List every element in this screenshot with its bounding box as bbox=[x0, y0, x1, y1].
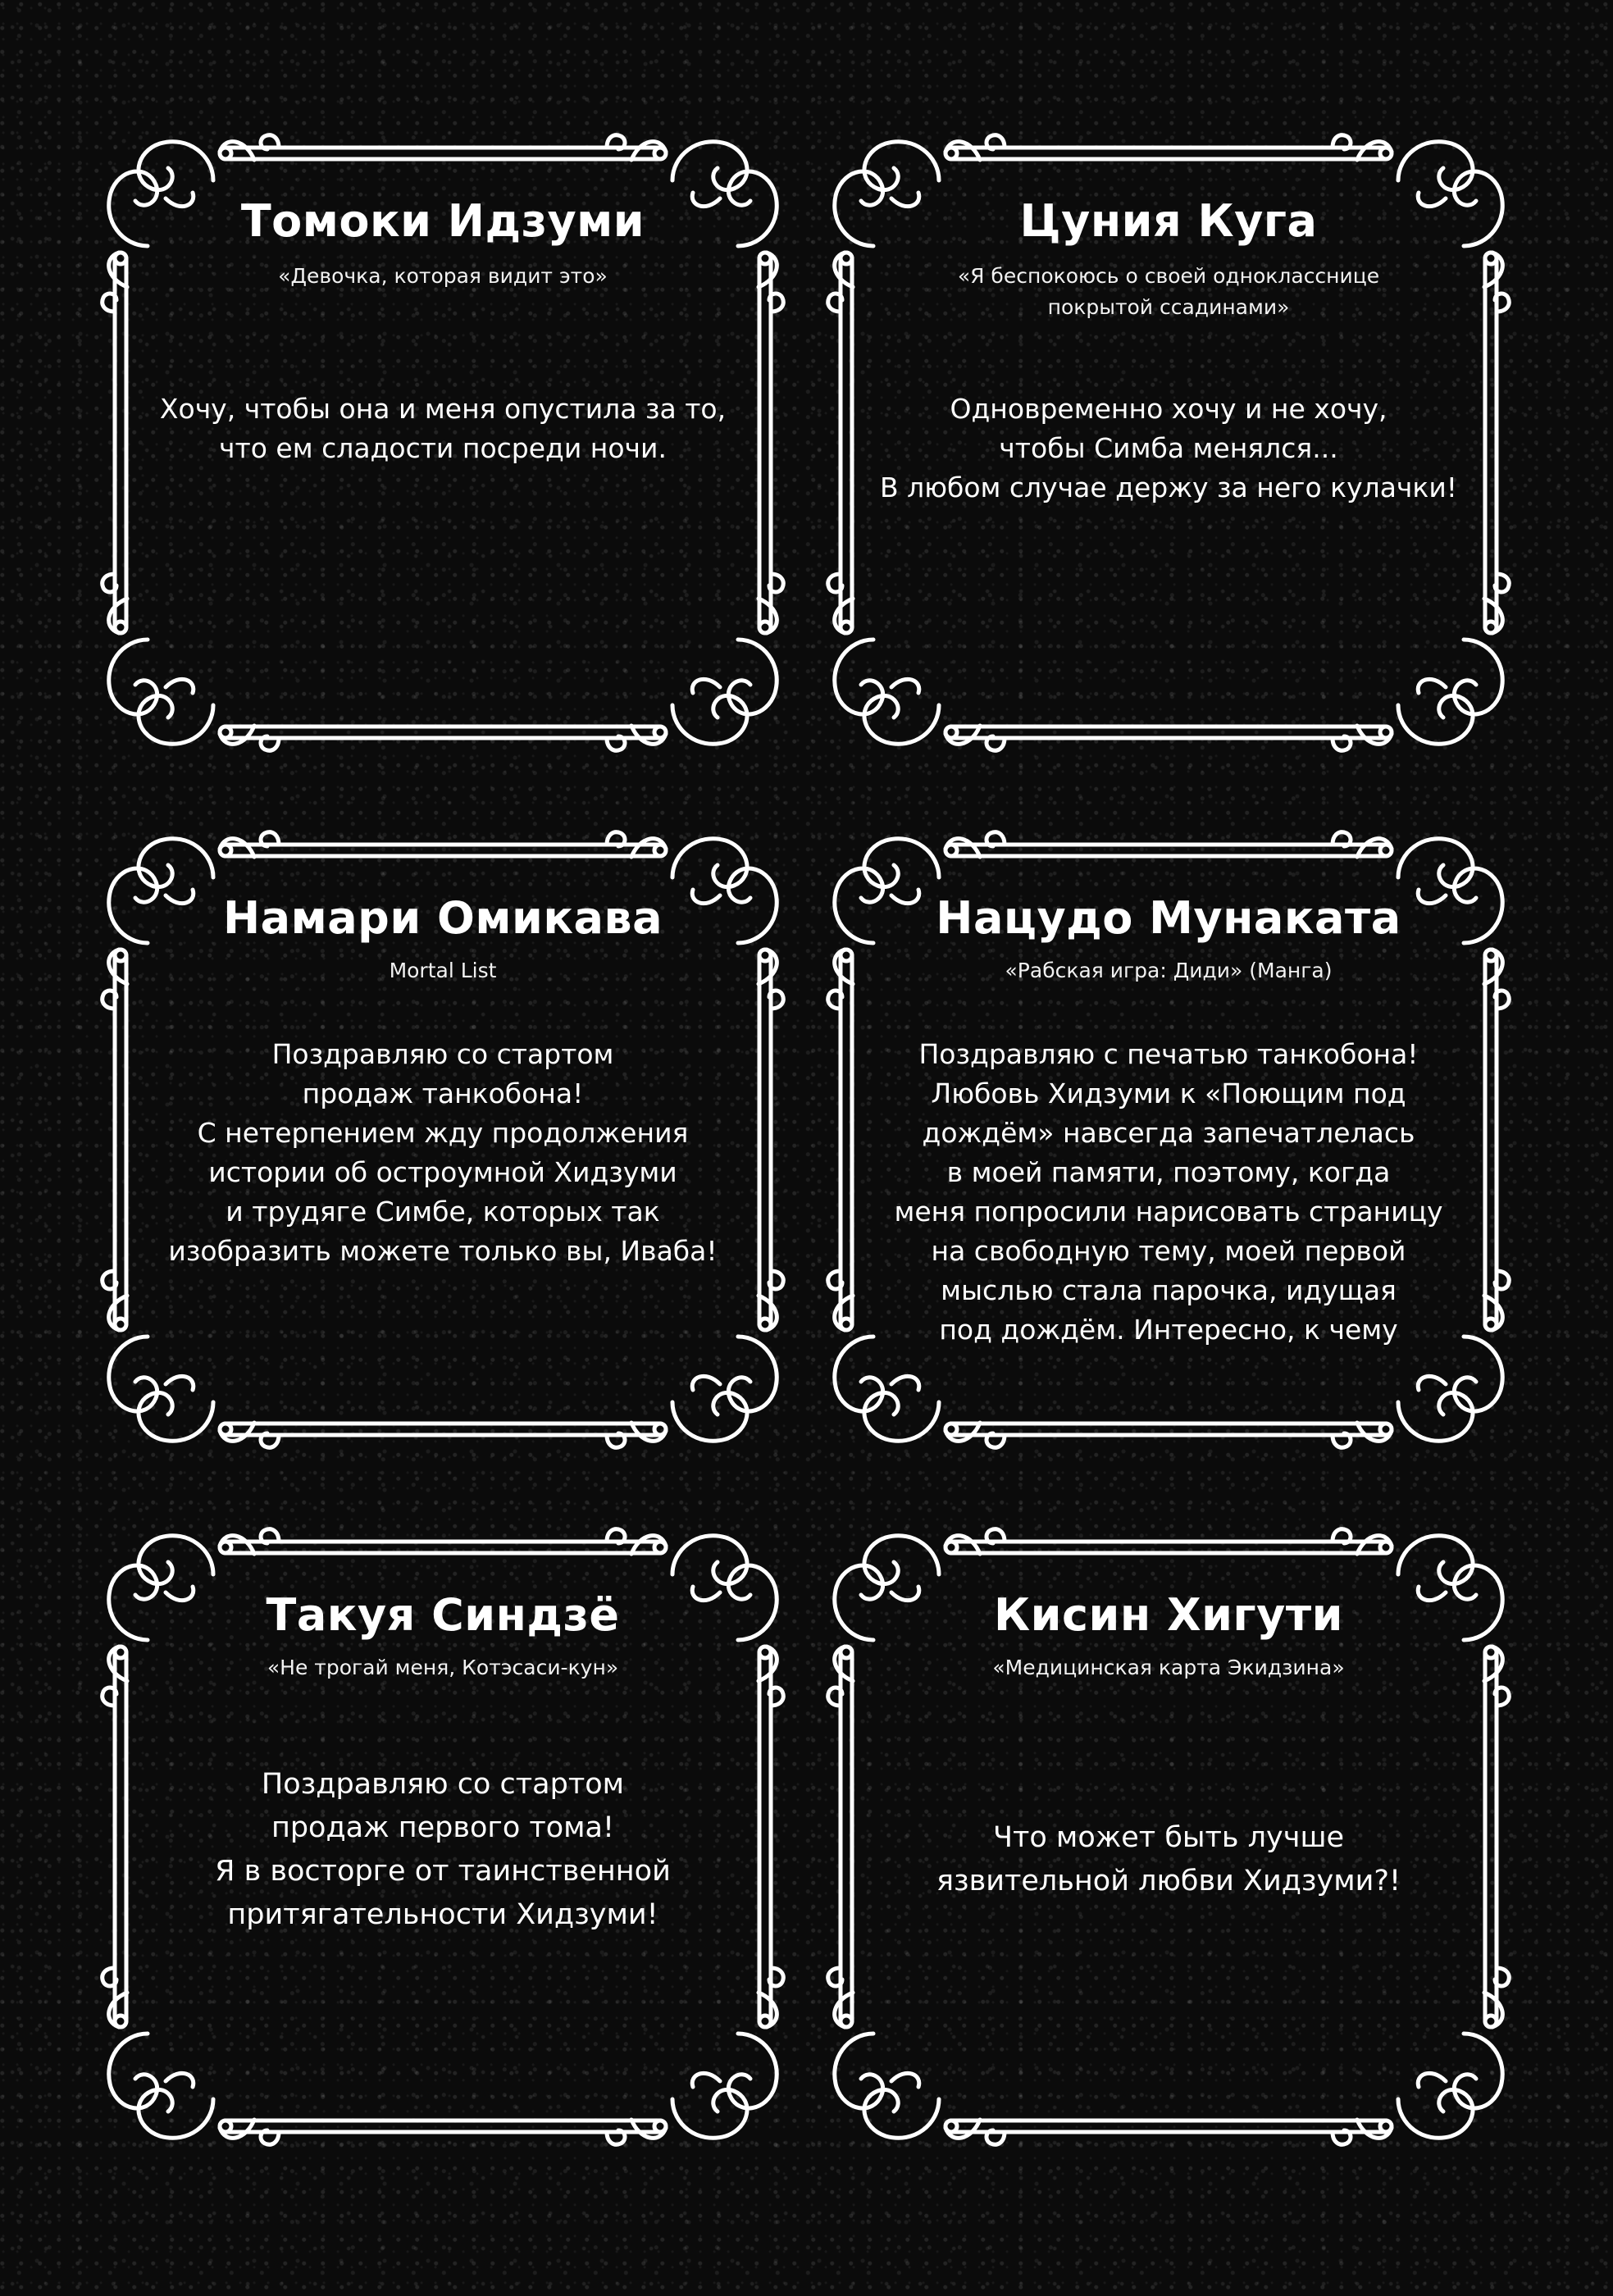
card-content bbox=[849, 1517, 1488, 2157]
message-line: чтобы Симба менялся... bbox=[999, 432, 1338, 464]
author-name: Томоки Идзуми bbox=[240, 195, 645, 247]
work-line: «Рабская игра: Диди» (Манга) bbox=[1005, 959, 1333, 982]
message-card bbox=[816, 1517, 1521, 2157]
message-line: Я в восторге от таинственной bbox=[215, 1855, 671, 1888]
message-line: С нетерпением жду продолжения bbox=[197, 1117, 689, 1149]
author-message bbox=[849, 1035, 1488, 1350]
author-message bbox=[123, 1763, 763, 1937]
message-line: в моей памяти, поэтому, когда bbox=[946, 1156, 1391, 1188]
message-line: Хочу, чтобы она и меня опустила за то, bbox=[159, 393, 727, 425]
author-work bbox=[123, 1652, 763, 1683]
author-message bbox=[849, 390, 1488, 508]
message-line: Любовь Хидзуми к «Поющим под bbox=[931, 1077, 1406, 1109]
message-line: притягательности Хидзуми! bbox=[227, 1898, 658, 1931]
card-content bbox=[123, 820, 763, 1460]
message-line: на свободную тему, моей первой bbox=[931, 1235, 1406, 1267]
card-content bbox=[123, 123, 763, 763]
message-card bbox=[90, 123, 795, 763]
message-line: язвительной любви Хидзуми?! bbox=[936, 1865, 1401, 1897]
message-line: Поздравляю со стартом bbox=[271, 1038, 614, 1070]
message-line: Поздравляю с печатью танкобона! bbox=[918, 1038, 1419, 1070]
work-line: «Медицинская карта Экидзина» bbox=[992, 1656, 1345, 1679]
author-work bbox=[123, 261, 763, 292]
message-line: меня попросили нарисовать страницу bbox=[894, 1196, 1443, 1228]
message-line: Что может быть лучше bbox=[993, 1821, 1344, 1854]
message-line: дождём» навсегда запечатлелась bbox=[922, 1117, 1415, 1149]
message-line: под дождём. Интересно, к чему bbox=[939, 1314, 1398, 1346]
work-line: «Девочка, которая видит это» bbox=[278, 264, 608, 288]
work-line: «Не трогай меня, Котэсаси-кун» bbox=[267, 1656, 619, 1679]
author-message bbox=[849, 1816, 1488, 1903]
card-content bbox=[849, 123, 1488, 763]
message-line: продаж танкобона! bbox=[302, 1077, 584, 1109]
author-work bbox=[849, 261, 1488, 322]
message-line: В любом случае держу за него кулачки! bbox=[879, 472, 1458, 503]
author-name: Кисин Хигути bbox=[994, 1589, 1343, 1641]
message-card bbox=[816, 820, 1521, 1460]
message-card bbox=[816, 123, 1521, 763]
message-line: изобразить можете только вы, Иваба! bbox=[168, 1235, 718, 1267]
author-name: Цуния Куга bbox=[1019, 195, 1318, 247]
message-card bbox=[90, 820, 795, 1460]
message-card bbox=[90, 1517, 795, 2157]
message-line: мыслью стала парочка, идущая bbox=[941, 1274, 1397, 1306]
author-work bbox=[849, 1652, 1488, 1683]
message-line: продаж первого тома! bbox=[271, 1811, 615, 1844]
card-content bbox=[123, 1517, 763, 2157]
author-message bbox=[123, 390, 763, 468]
author-work bbox=[849, 955, 1488, 986]
author-message bbox=[123, 1035, 763, 1271]
author-name: Нацудо Мунаката bbox=[936, 892, 1401, 944]
author-name: Такуя Синдзё bbox=[266, 1589, 620, 1641]
work-line: «Я беспокоюсь о своей однокласснице bbox=[957, 264, 1380, 288]
message-line: Одновременно хочу и не хочу, bbox=[950, 393, 1387, 425]
message-line: истории об остроумной Хидзуми bbox=[208, 1156, 677, 1188]
message-line: что ем сладости посреди ночи. bbox=[219, 432, 667, 464]
work-line: Mortal List bbox=[389, 959, 497, 982]
author-name: Намари Омикава bbox=[222, 892, 663, 944]
work-line: покрытой ссадинами» bbox=[1047, 294, 1290, 319]
author-work bbox=[123, 955, 763, 986]
message-line: Поздравляю со стартом bbox=[261, 1768, 625, 1801]
message-line: и трудяге Симбе, которых так bbox=[226, 1196, 660, 1228]
card-content bbox=[849, 820, 1488, 1460]
